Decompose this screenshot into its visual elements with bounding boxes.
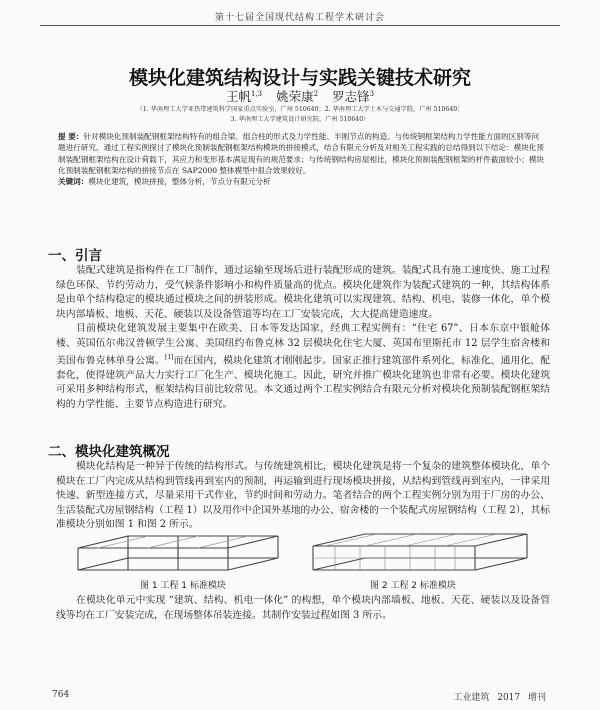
author-name: 罗志锋	[332, 89, 370, 104]
steel-frame-module-illustration	[68, 530, 298, 574]
affiliation-line: 3. 华南理工大学建筑设计研究院，广州 510640）	[230, 116, 370, 123]
paragraph: 装配式建筑是指构件在工厂制作，通过运输至现场后进行装配形成的建筑。装配式具有施工速度快、施工过程绿色环保、节约劳动力，受气候条件影响小和构件质量高的优点。模块化建筑作为装配式建筑的一种，其结构体系是由单个结构稳定的模块通过模块之间的拼装形成。模块化建筑可以实现建筑、结构、机电、装修一体化，单个模块内部墙板、地板、天花、硬装以及设备管道等均在工厂安装完成，大大提高建造速度。	[56, 265, 550, 320]
journal-footer: 工业建筑 2017 增刊	[453, 693, 546, 703]
paragraph: 在模块化单元中实现 “建筑、结构、机电一体化” 的构想，单个模块内部墙板、地板、天花、硬装以及设备管线等均在工厂安装完成，在现场整体吊装连接。其制作安装过程如图 3 所示。	[56, 595, 550, 621]
paragraph-text: 而在国内，模块化建筑才刚刚起步。国家正推行建筑部件系列化、标准化、通用化、配套化，使得建筑产品大力实行工厂化生产、模块化施工。因此，研究并推广模块化建筑也非常有必要。模块化建筑可采用多种结构形式，框架结构目前比较常见。本文通过两个工程实例结合有限元分析对模块化预制装配钢框架结构的力学性能、主要节点构造进行研究。	[56, 355, 551, 410]
section-body	[56, 594, 550, 623]
section-body	[56, 460, 550, 533]
figure-caption: 图 1 工程 1 标准模块	[140, 581, 226, 591]
author-line	[0, 87, 600, 105]
section-body	[56, 264, 550, 412]
keywords-label: 关键词：	[58, 177, 89, 187]
author-affil-mark: 1,3	[250, 89, 263, 98]
abstract-block	[58, 131, 546, 187]
paragraph-text: 目前模块化建筑发展主要集中在欧美、日本等发达国家，经典工程实例有：“住宅 67”、日本东京中银舱体楼、英国伍尔弗汉普顿学生公寓、美国纽约布鲁克林 32 层模块化住宅大厦、英国布里斯托市 12 层学生宿舍楼和美国布鲁克林单身公寓。	[56, 323, 550, 367]
paragraph: 模块化结构是一种异于传统的结构形式。与传统建筑相比，模块化建筑是将一个复杂的建筑整体模块化，单个模块在工厂内完成从结构到管线再到室内的预制，再运输到进行现场模块拼接，从结构到管线再到室内，一律采用快速、新型连接方式，尽量采用干式作业，节约时间和劳动力。笔者结合的两个工程实例分别为用于厂房的办公、生活装配式房屋钢结构（工程 1）以及用作中企国外基地的办公、宿舍楼的一个装配式房屋钢结构（工程 2），其标准模块分别如图 1 和图 2 所示。	[56, 461, 550, 530]
author-name: 王帆	[225, 89, 251, 104]
keywords-text: 模块化建筑，模块拼接，整体分析，节点分有限元分析	[88, 177, 271, 187]
section-heading-overview: 二、模块化建筑概况	[48, 444, 170, 460]
citation-mark[interactable]: [1]	[165, 354, 174, 361]
paper-title: 模块化建筑结构设计与实践关键技术研究	[128, 66, 471, 89]
abstract-label: 提 要：	[58, 132, 84, 141]
author-name: 姚荣康	[276, 89, 314, 104]
page-number: 764	[52, 690, 70, 700]
paragraph	[56, 322, 550, 412]
figure-1-module-drawing	[68, 530, 298, 574]
abstract-text: 针对模块化预制装配钢框架结构特有的组合梁、组合柱的形式及力学性能、半刚节点的构造、与传统钢框架结构力学性能方面的区别等问题进行研究。通过工程实例探讨了模块化预制装配钢框架结构模块的拼接模式，结合有限元分析及对相关工程实践的总结得到以下结论：模块化预制装配钢框架结构在设计荷载下，其应力和变形基本满足现有的规范要求；与传统钢结构房屋相比，模块化预制装配钢框架的杆件截面较小；模块化预制装配钢框架结构的拼接节点在 SAP2000 整体模型中很合效果较好。	[58, 132, 544, 175]
figure-caption: 图 2 工程 2 标准模块	[370, 581, 456, 591]
running-head: 第十七届全国现代结构工程学术研讨会	[214, 13, 385, 23]
figure-2-module-drawing	[305, 530, 535, 574]
header-rule	[40, 25, 560, 26]
steel-frame-module-illustration	[305, 530, 535, 574]
affiliation-line: （1. 华南理工大学亚热带建筑科学国家重点实验室，广州 510640；2. 华南理工大学土木与交通学院，广州 510640；	[136, 106, 464, 113]
section-heading-introduction: 一、引言	[48, 248, 102, 264]
author-affil-mark: 3	[369, 89, 375, 98]
author-affil-mark: 2	[313, 89, 319, 98]
